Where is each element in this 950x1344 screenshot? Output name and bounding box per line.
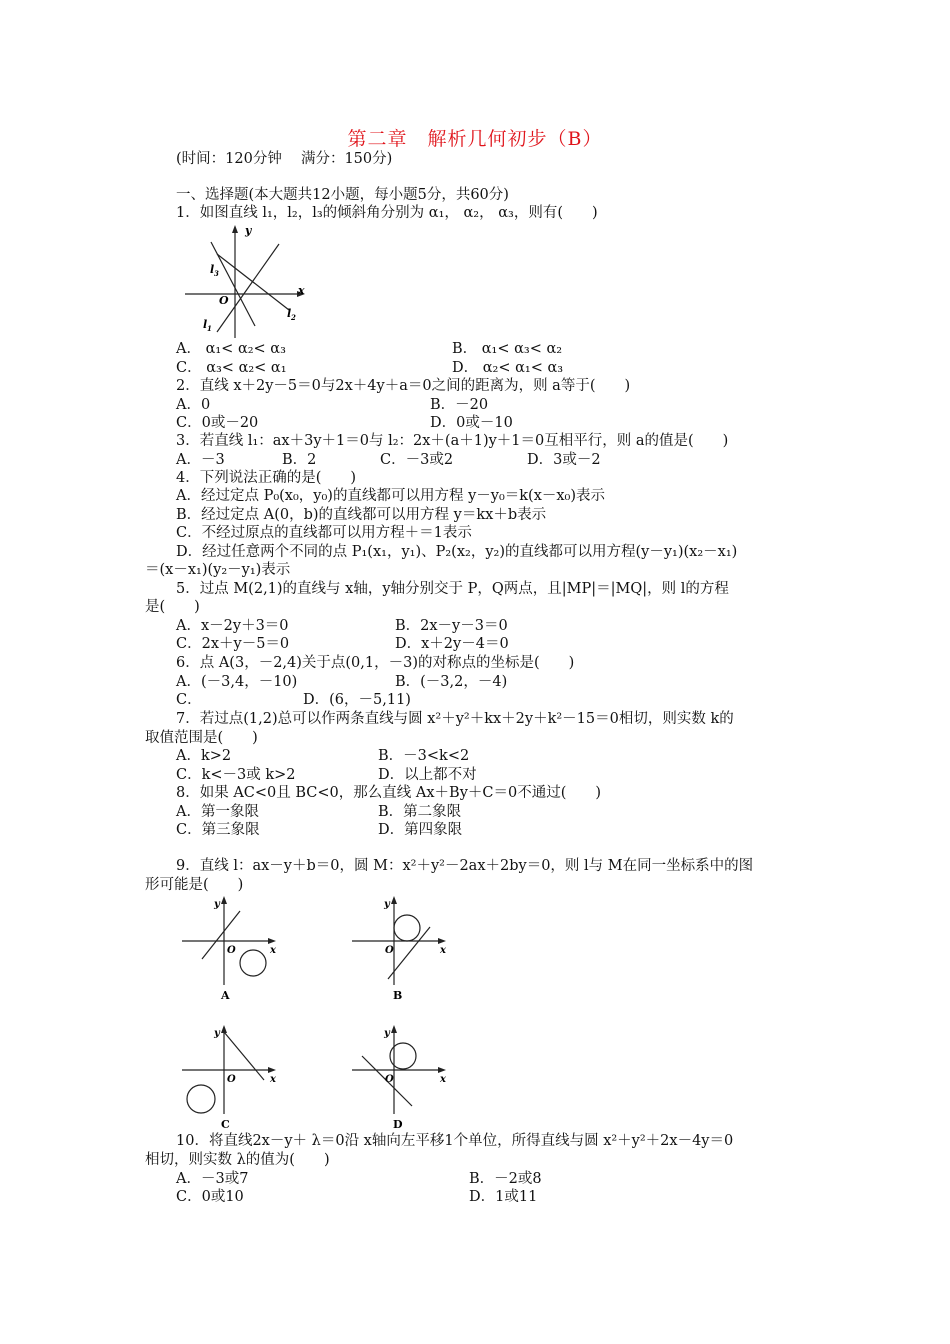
text-line: A．(－3,4，－10) [176, 674, 298, 690]
text-line: D．1或11 [469, 1189, 538, 1205]
text-line: D．以上都不对 [378, 767, 477, 783]
text-line: A．经过定点 P₀(x₀，y₀)的直线都可以用方程 y－y₀＝k(x－x₀)表示 [176, 488, 606, 504]
text-line: A．0 [176, 397, 211, 413]
text-line: 1．如图直线 l₁，l₂，l₃的倾斜角分别为 α₁， α₂， α₃，则有( ) [176, 205, 598, 221]
text-line: B．第二象限 [378, 804, 462, 820]
text-line: 2．直线 x＋2y－5＝0与2x＋4y＋a＝0之间的距离为，则 a等于( ) [176, 378, 631, 394]
text-line: B．－2或8 [469, 1171, 542, 1187]
text-line: B．(－3,2，－4) [395, 674, 508, 690]
y-axis-arrow [221, 1025, 227, 1033]
l2-label: l [287, 307, 292, 320]
x-label: x [270, 1074, 276, 1085]
text-line: A．－3 [176, 452, 225, 468]
y-label: y [384, 899, 390, 910]
text-line: A．第一象限 [176, 804, 259, 820]
y-axis-arrow [221, 896, 227, 904]
x-axis-arrow [438, 938, 446, 944]
option-caption: C [221, 1118, 230, 1131]
origin-label: O [385, 1074, 394, 1085]
x-axis-arrow [268, 1067, 276, 1073]
text-line: B． α₁< α₃< α₂ [452, 341, 563, 357]
l1-sub: 1 [207, 324, 212, 333]
text-line: C． [176, 692, 202, 708]
text-line: ＝(x－x₁)(y₂－y₁)表示 [145, 562, 291, 578]
text-line: C．－3或2 [380, 452, 454, 468]
text-line: B．2 [282, 452, 317, 468]
text-line: D．x＋2y－4＝0 [395, 636, 509, 652]
text-line: A．k>2 [176, 748, 232, 764]
origin-label: O [385, 945, 394, 956]
text-line: C．第三象限 [176, 822, 260, 838]
figure-q1 [183, 222, 313, 340]
origin-label: O [227, 945, 236, 956]
circle-m [240, 950, 266, 976]
circle-m [394, 915, 420, 941]
text-line: 相切，则实数 λ的值为( ) [145, 1152, 330, 1168]
text-line: A．x－2y＋3＝0 [176, 618, 289, 634]
text-line: C．不经过原点的直线都可以用方程＋＝1表示 [176, 525, 472, 541]
figure-q9-c [180, 1022, 280, 1132]
y-axis-arrow [232, 225, 238, 233]
text-line: A． α₁< α₂< α₃ [176, 341, 286, 357]
line-l3 [217, 244, 279, 332]
origin-label: O [219, 294, 229, 307]
circle-m [187, 1085, 215, 1113]
text-line: 6．点 A(3，－2,4)关于点(0,1，－3)的对称点的坐标是( ) [176, 655, 575, 671]
text-line: 8．如果 AC<0且 BC<0，那么直线 Ax＋By＋C＝0不通过( ) [176, 785, 602, 801]
page-title: 第二章 解析几何初步（B） [347, 128, 603, 150]
figure-q9-a [180, 893, 280, 1003]
text-line: B．2x－y－3＝0 [395, 618, 508, 634]
origin-label: O [227, 1074, 236, 1085]
y-label: y [214, 1028, 220, 1039]
text-line: B．经过定点 A(0，b)的直线都可以用方程 y＝kx＋b表示 [176, 507, 547, 523]
text-line: D．第四象限 [378, 822, 463, 838]
l1-label: l [203, 318, 208, 331]
text-line: C．0或－20 [176, 415, 259, 431]
y-label: y [214, 899, 220, 910]
y-label: y [384, 1028, 390, 1039]
text-line: 5．过点 M(2,1)的直线与 x轴，y轴分别交于 P，Q两点，且|MP|＝|MQ|，则 l的方程 [176, 581, 729, 597]
l3-label: l [210, 263, 215, 276]
x-label: x [298, 284, 305, 297]
text-line: A．－3或7 [176, 1171, 249, 1187]
text-line: 一、选择题(本大题共12小题，每小题5分，共60分) [176, 187, 509, 203]
option-caption: D [393, 1118, 403, 1131]
text-line: D．0或－10 [430, 415, 513, 431]
y-axis-arrow [391, 1025, 397, 1033]
figure-q9-d [350, 1022, 450, 1132]
text-line: D．3或－2 [527, 452, 601, 468]
x-label: x [270, 945, 276, 956]
text-line: 取值范围是( ) [145, 730, 258, 746]
l3-sub: 3 [214, 269, 219, 278]
text-line: C．2x＋y－5＝0 [176, 636, 290, 652]
text-line: C．k<－3或 k>2 [176, 767, 296, 783]
text-line: B．－20 [430, 397, 489, 413]
x-axis-arrow [268, 938, 276, 944]
x-axis-arrow [438, 1067, 446, 1073]
exam-meta: (时间：120分钟 满分：150分) [176, 151, 393, 167]
x-label: x [440, 1074, 446, 1085]
text-line: 9．直线 l：ax－y＋b＝0，圆 M：x²＋y²－2ax＋2by＝0，则 l与 M在同一坐标系中的图 [176, 858, 754, 874]
text-line: D．经过任意两个不同的点 P₁(x₁，y₁)、P₂(x₂，y₂)的直线都可以用方程(y－y₁)(x₂－x₁) [176, 544, 738, 560]
y-axis-arrow [391, 896, 397, 904]
x-label: x [440, 945, 446, 956]
text-line: 10．将直线2x－y＋ λ＝0沿 x轴向左平移1个单位，所得直线与圆 x²＋y²＋2x－4y＝0 [176, 1133, 734, 1149]
text-line: C．0或10 [176, 1189, 244, 1205]
line-l [224, 1032, 264, 1080]
l2-sub: 2 [291, 313, 296, 322]
figure-q9-b [350, 893, 450, 1003]
text-line: 形可能是( ) [145, 877, 244, 893]
y-label: y [245, 224, 252, 237]
text-line: 7．若过点(1,2)总可以作两条直线与圆 x²＋y²＋kx＋2y＋k²－15＝0相切，则实数 k的 [176, 711, 734, 727]
text-line: C． α₃< α₂< α₁ [176, 360, 287, 376]
option-caption: B [393, 989, 403, 1002]
text-line: D．(6，－5,11) [303, 692, 411, 708]
text-line: 是( ) [145, 599, 200, 615]
text-line: 3．若直线 l₁：ax＋3y＋1＝0与 l₂：2x＋(a＋1)y＋1＝0互相平行，则 a的值是( ) [176, 433, 729, 449]
text-line: D． α₂< α₁< α₃ [452, 360, 564, 376]
option-caption: A [221, 989, 230, 1002]
text-line: 4．下列说法正确的是( ) [176, 470, 357, 486]
text-line: B．－3<k<2 [378, 748, 470, 764]
